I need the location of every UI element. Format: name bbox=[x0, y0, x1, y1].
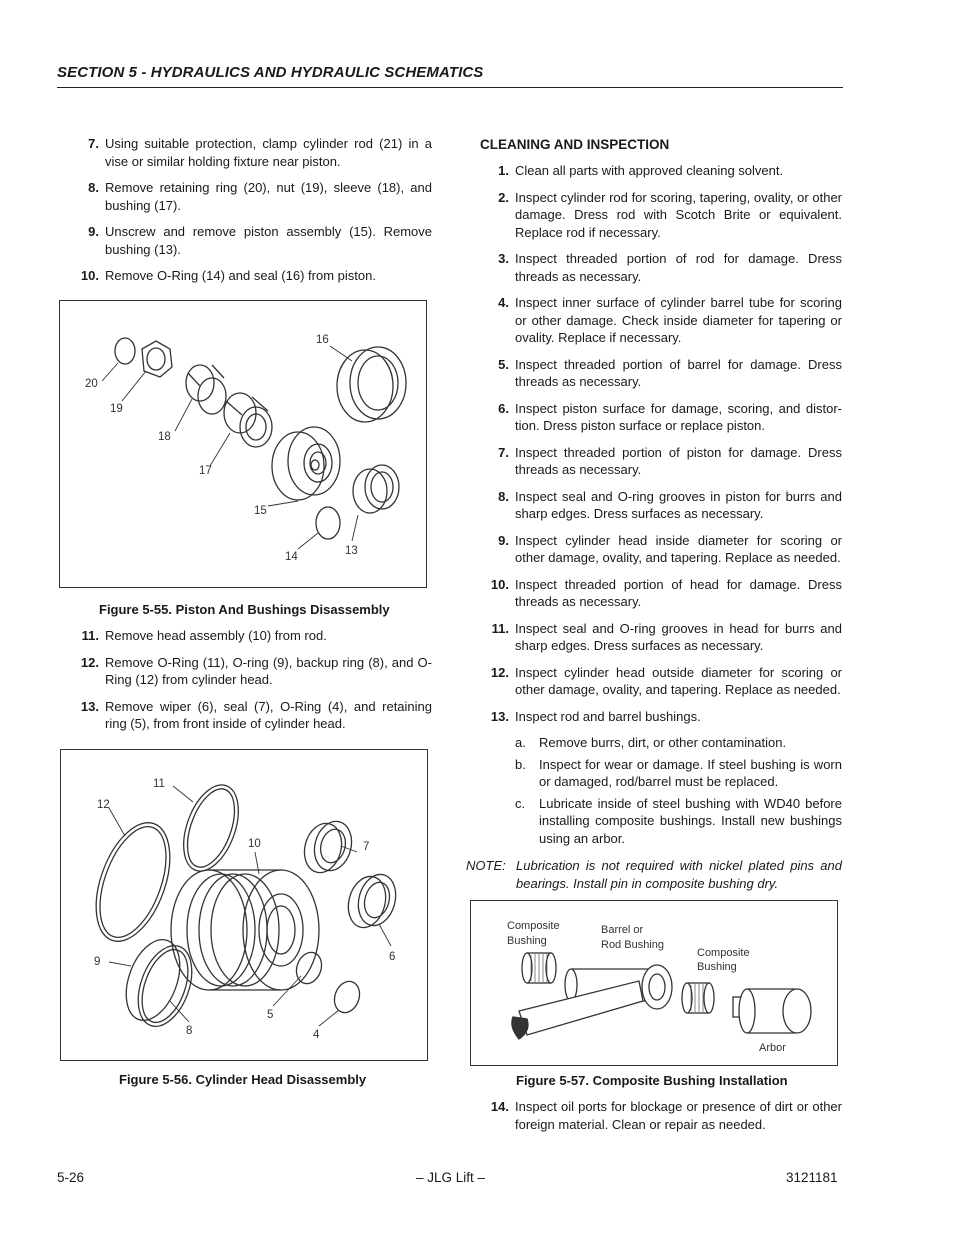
step-9: 9. Unscrew and remove piston assembly (15). Remove bushing (13). bbox=[88, 224, 432, 257]
footer-doc-number: 3121181 bbox=[786, 1170, 838, 1185]
cylinder-head-drawing bbox=[61, 750, 427, 1060]
inspect-step-13: 13. Inspect rod and barrel bushings. bbox=[490, 708, 701, 724]
inspect-step-1: 1. Clean all parts with approved cleaning solvent. bbox=[498, 163, 784, 178]
label-arbor: Arbor bbox=[759, 1042, 786, 1054]
callout-16: 16 bbox=[316, 334, 329, 346]
right-column-bottom bbox=[480, 1098, 842, 1142]
substep-c: c. Lubricate inside of steel bushing with WD40 before installing composite bushings. Install new bushings using an arbor. bbox=[515, 795, 842, 846]
composite-bushing-drawing bbox=[471, 901, 837, 1065]
piston-bushings-drawing bbox=[60, 301, 426, 587]
label-barrel-or: Barrel or bbox=[601, 924, 644, 936]
figure-56-caption: Figure 5-56. Cylinder Head Disassembly bbox=[119, 1072, 367, 1087]
callout-12: 12 bbox=[97, 799, 110, 811]
cylinder-head-10 bbox=[171, 870, 247, 990]
left-column-top bbox=[70, 135, 432, 294]
callout-17: 17 bbox=[199, 465, 212, 477]
callout-5: 5 bbox=[267, 1009, 274, 1021]
footer-center: – JLG Lift – bbox=[416, 1170, 486, 1185]
retaining-ring-20 bbox=[115, 338, 135, 364]
figure-cylinder-head bbox=[60, 749, 428, 1061]
step-7: 7. Using suitable protection, clamp cylinder rod (21) in a vise or similar holding fixture near piston. bbox=[88, 136, 432, 169]
callout-4: 4 bbox=[313, 1029, 320, 1041]
callout-20: 20 bbox=[85, 378, 98, 390]
callout-7: 7 bbox=[363, 841, 370, 853]
figure-piston-bushings bbox=[59, 300, 427, 588]
left-column-middle bbox=[70, 627, 432, 742]
callout-11: 11 bbox=[153, 778, 165, 790]
label-composite-1: Composite bbox=[507, 920, 560, 932]
step-10: 10. Remove O-Ring (14) and seal (16) from piston. bbox=[80, 268, 376, 283]
o-ring-14 bbox=[316, 507, 340, 539]
step-11: 11. Remove head assembly (10) from rod. bbox=[81, 628, 327, 643]
callout-13: 13 bbox=[345, 545, 358, 557]
callout-10: 10 bbox=[248, 838, 261, 850]
bushing-13 bbox=[353, 469, 387, 513]
figure-55-caption: Figure 5-55. Piston And Bushings Disassembly bbox=[99, 602, 390, 617]
step-13: 13. Remove wiper (6), seal (7), O-Ring (4), and retaining ring (5), from front inside of cylinder head. bbox=[80, 698, 432, 731]
lubrication-note: NOTE: Lubrication is not required with nickel plated pins and bearings. Install pin in composite bushing dry. bbox=[466, 858, 842, 891]
seal-16 bbox=[337, 350, 393, 422]
inspect-step-12: 12. Inspect cylinder head outside diameter for scoring or other damage, ovality, and tapering. Replace as needed. bbox=[490, 664, 842, 697]
callout-6: 6 bbox=[389, 951, 396, 963]
callout-9: 9 bbox=[94, 956, 101, 968]
step-8: 8. Remove retaining ring (20), nut (19), sleeve (18), and bushing (17). bbox=[88, 180, 432, 213]
inspect-step-14: 14. Inspect oil ports for blockage or presence of dirt or other foreign material. Clean or repair as needed. bbox=[490, 1099, 842, 1132]
label-rod-bushing: Rod Bushing bbox=[601, 939, 664, 951]
label-bushing-1: Bushing bbox=[507, 935, 547, 947]
callout-14: 14 bbox=[285, 551, 298, 563]
figure-composite-bushing bbox=[470, 900, 838, 1066]
callout-8: 8 bbox=[186, 1025, 193, 1037]
figure-57-caption: Figure 5-57. Composite Bushing Installation bbox=[516, 1073, 788, 1088]
sleeve-18 bbox=[186, 365, 214, 401]
cleaning-inspection-heading: CLEANING AND INSPECTION bbox=[480, 137, 670, 152]
inspect-step-7: 7. Inspect threaded portion of piston for damage. Dress threads as necessary. bbox=[498, 444, 842, 477]
substep-a: a. Remove burrs, dirt, or other contamination. bbox=[515, 735, 787, 750]
callout-19: 19 bbox=[110, 403, 123, 415]
inspect-step-8: 8. Inspect seal and O-ring grooves in piston for burrs and sharp edges. Dress surfaces as necessary. bbox=[498, 488, 842, 521]
inspect-step-11: 11. Inspect seal and O-ring grooves in head for burrs and sharp edges. Dress surfaces as necessary. bbox=[491, 620, 842, 653]
inspect-step-5: 5. Inspect threaded portion of barrel for damage. Dress threads as necessary. bbox=[498, 356, 842, 389]
substep-b: b. Inspect for wear or damage. If steel bushing is worn or damaged, rod/barrel must be replaced. bbox=[515, 756, 842, 789]
o-ring-12 bbox=[82, 813, 185, 951]
step-12: 12. Remove O-Ring (11), O-ring (9), backup ring (8), and O-Ring (12) from cylinder head. bbox=[80, 654, 432, 687]
inspect-step-9: 9. Inspect cylinder head inside diameter for scoring or other damage, ovality, and tapering. Replace as needed. bbox=[498, 532, 842, 565]
inspect-step-10: 10. Inspect threaded portion of head for damage. Dress threads as necessary. bbox=[490, 576, 842, 609]
footer-page-number: 5-26 bbox=[57, 1170, 85, 1185]
inspect-step-6: 6. Inspect piston surface for damage, scoring, and distor-tion. Dress piston surface or replace piston. bbox=[498, 400, 842, 433]
o-ring-4 bbox=[330, 978, 363, 1016]
inspect-step-3: 3. Inspect threaded portion of rod for damage. Dress threads as necessary. bbox=[498, 251, 842, 284]
section-header bbox=[57, 64, 843, 88]
callout-18: 18 bbox=[158, 431, 171, 443]
label-composite-2: Composite bbox=[697, 947, 750, 959]
inspect-step-4: 4. Inspect inner surface of cylinder barrel tube for scoring or other damage. Check inside diameter for tapering or ovality. Replace if necessary. bbox=[498, 295, 842, 345]
inspect-step-2: 2. Inspect cylinder rod for scoring, tapering, ovality, or other damage. Dress rod with Scotch Brite or equivalent. Replace rod if necessary. bbox=[498, 189, 842, 240]
right-column bbox=[466, 135, 842, 892]
piston-15 bbox=[272, 432, 324, 500]
section-title: SECTION 5 - HYDRAULICS AND HYDRAULIC SCHEMATICS bbox=[57, 64, 484, 81]
callout-15: 15 bbox=[254, 505, 267, 517]
label-bushing-2: Bushing bbox=[697, 961, 737, 973]
